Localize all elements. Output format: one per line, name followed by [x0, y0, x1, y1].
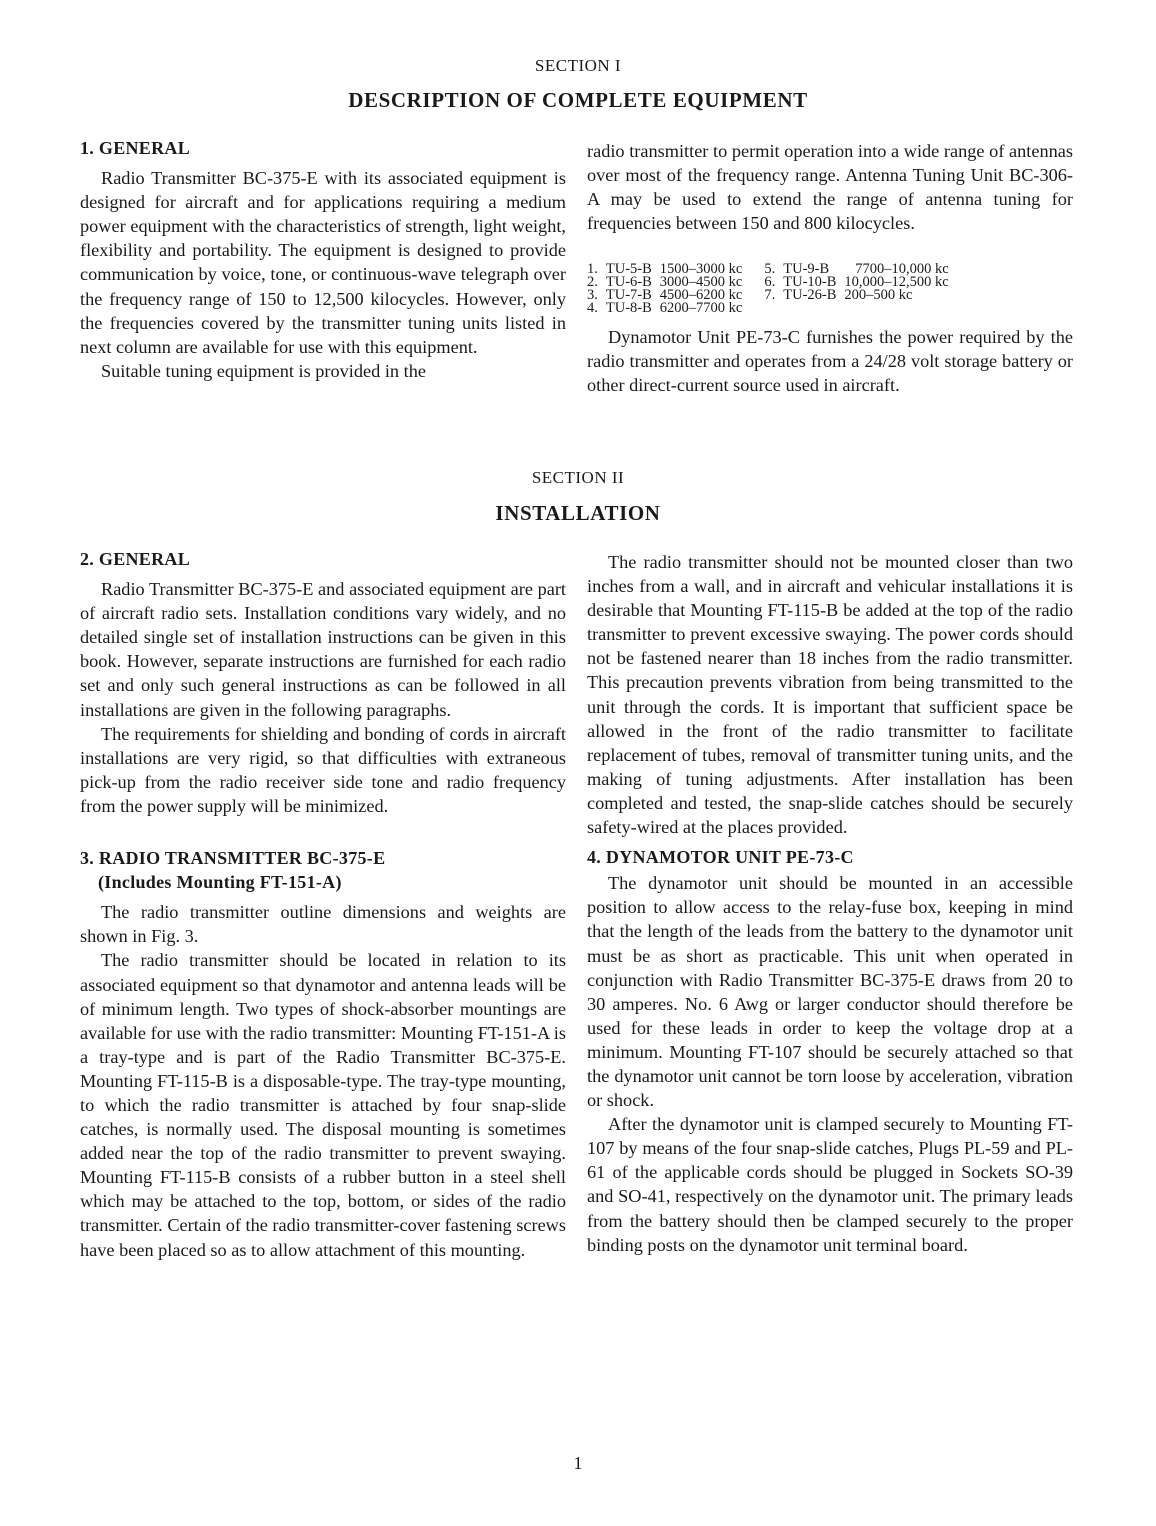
paragraph: The radio transmitter outline dimensions and weights are shown in Fig. 3.: [80, 902, 566, 947]
section-1-title: DESCRIPTION OF COMPLETE EQUIPMENT: [348, 88, 808, 112]
heading-radio-transmitter: 3. RADIO TRANSMITTER BC-375-E: [80, 848, 386, 869]
heading-radio-transmitter-sub: (Includes Mounting FT-151-A): [98, 872, 342, 893]
tu-range: 1500–3000 kc: [659, 261, 743, 277]
paragraph: Dynamotor Unit PE-73-C furnishes the power required by the radio transmitter and operates from a 24/28 volt storage battery or other direct-current source used in aircraft.: [587, 327, 1073, 396]
tu-name: TU-5-B: [605, 261, 652, 277]
section-2-title: INSTALLATION: [495, 501, 661, 525]
tu-num: 5.: [764, 261, 776, 277]
page-number: 1: [573, 1453, 583, 1473]
section-2-right-column: [587, 550, 1073, 1257]
tu-range: 200–500 kc: [844, 287, 913, 303]
tu-range: 3000–4500 kc: [659, 274, 743, 290]
paragraph: The radio transmitter should not be mounted closer than two inches from a wall, and in aircraft and vehicular installations it is desirable that Mounting FT-115-B be added at the top of the radio transmitter to prevent excessive swaying. The power cords should not be fastened nearer than 18 inches from the radio transmitter. This precaution prevents vibration from being transmitted to the unit through the cords. It is important that sufficient space be allowed in the front of the radio transmitter to facilitate replacement of tubes, removal of transmitter tuning units, and the making of tuning adjustments. After installation has been completed and tested, the snap-slide catches should be securely safety-wired at the places provided.: [587, 552, 1073, 838]
paragraph: The requirements for shielding and bonding of cords in aircraft installations are very rigid, so that difficulties with extraneous pick-up from the radio receiver side tone and radio frequency from the power supply will be minimized.: [80, 723, 566, 816]
section-2-label: SECTION II: [531, 468, 625, 487]
section-1-right-column: [587, 139, 1073, 397]
section-1-left-column: [80, 136, 566, 383]
tu-range: 10,000–12,500 kc: [844, 274, 949, 290]
tu-num: 4.: [587, 300, 598, 316]
paragraph: After the dynamotor unit is clamped securely to Mounting FT-107 by means of the four snap-slide catches, Plugs PL-59 and PL-61 of the applicable cords should be plugged in Sockets SO-39 and SO-41, respectively on the dynamotor unit. The primary leads from the battery should then be clamped securely to the proper binding posts on the dynamotor unit terminal board.: [587, 1114, 1073, 1255]
tu-name: TU-6-B: [605, 274, 652, 290]
heading-general-2: 2. GENERAL: [80, 549, 191, 569]
tu-name: TU-7-B: [605, 287, 652, 303]
tu-num: 3.: [587, 287, 598, 303]
tu-range: 6200–7700 kc: [659, 300, 743, 316]
tu-num: 2.: [587, 274, 598, 290]
tuning-units-table: [587, 263, 957, 315]
paragraph: The dynamotor unit should be mounted in an accessible position to allow access to the relay-fuse box, keeping in mind that the length of the leads from the battery to the dynamotor unit must be as short as practicable. This unit when operated in conjunction with Radio Transmitter BC-375-E draws from 20 to 30 amperes. No. 6 Awg or larger conductor should therefore be used for these leads in order to keep the voltage drop at a minimum. Mounting FT-107 should be securely attached so that the dynamotor unit cannot be torn loose by acceleration, vibration or shock.: [587, 873, 1073, 1111]
paragraph-continued: [587, 139, 1073, 259]
tu-range: 4500–6200 kc: [659, 287, 743, 303]
paragraph: Radio Transmitter BC-375-E and associated equipment are part of aircraft radio sets. Installation conditions vary widely, and no detailed single set of installation instructions can be given in this book. However, separate instructions are furnished for each radio set and only such general instructions as can be followed in all installations are given in the following paragraphs.: [80, 579, 566, 720]
paragraph: Suitable tuning equipment is provided in the: [101, 360, 426, 381]
section-1-label: SECTION I: [534, 56, 622, 75]
tu-name: TU-10-B: [783, 274, 837, 290]
heading-general-1: 1. GENERAL: [80, 138, 191, 158]
paragraph-text: radio transmitter to permit operation into a wide range of antennas over most of the frequency range. Antenna Tuning Unit BC-306-A may be used to extend the range of antenna tuning for frequencies between 150 and 800 kilocycles.: [587, 141, 1073, 234]
tu-num: 6.: [764, 274, 776, 290]
tu-name: TU-9-B: [783, 261, 830, 277]
tu-name: TU-8-B: [605, 300, 652, 316]
table-row: [587, 302, 957, 315]
heading-dynamotor-unit: 4. DYNAMOTOR UNIT PE-73-C: [587, 847, 854, 868]
paragraph: The radio transmitter should be located in relation to its associated equipment so that dynamotor and antenna leads will be of minimum length. Two types of shock-absorber mountings are available for use with the radio transmitter: Mounting FT-151-A is a tray-type and is part of the Radio Transmitter BC-375-E. Mounting FT-115-B is a disposable-type. The tray-type mounting, to which the radio transmitter is attached by four snap-slide catches, is normally used. The disposal mounting is sometimes added near the top of the radio transmitter to prevent swaying. Mounting FT-115-B consists of a rubber button in a steel shell which may be attached to the top, bottom, or sides of the radio transmitter. Certain of the radio transmitter-cover fastening screws have been placed so as to allow attachment of this mounting.: [80, 950, 566, 1260]
tu-num: 1.: [587, 261, 598, 277]
tu-range: 7700–10,000 kc: [855, 261, 949, 277]
tu-name: TU-26-B: [783, 287, 837, 303]
paragraph: Radio Transmitter BC-375-E with its associated equipment is designed for aircraft and for applications requiring a medium power equipment with the characteristics of strength, light weight, flexibility and portability. The equipment is designed to provide communication by voice, tone, or continuous-wave telegraph over the frequency range of 150 to 12,500 kilocycles. However, only the frequencies covered by the transmitter tuning units listed in next column are available for use with this equipment.: [80, 168, 566, 357]
section-2-left-column: [80, 547, 566, 1262]
tu-num: 7.: [764, 287, 776, 303]
